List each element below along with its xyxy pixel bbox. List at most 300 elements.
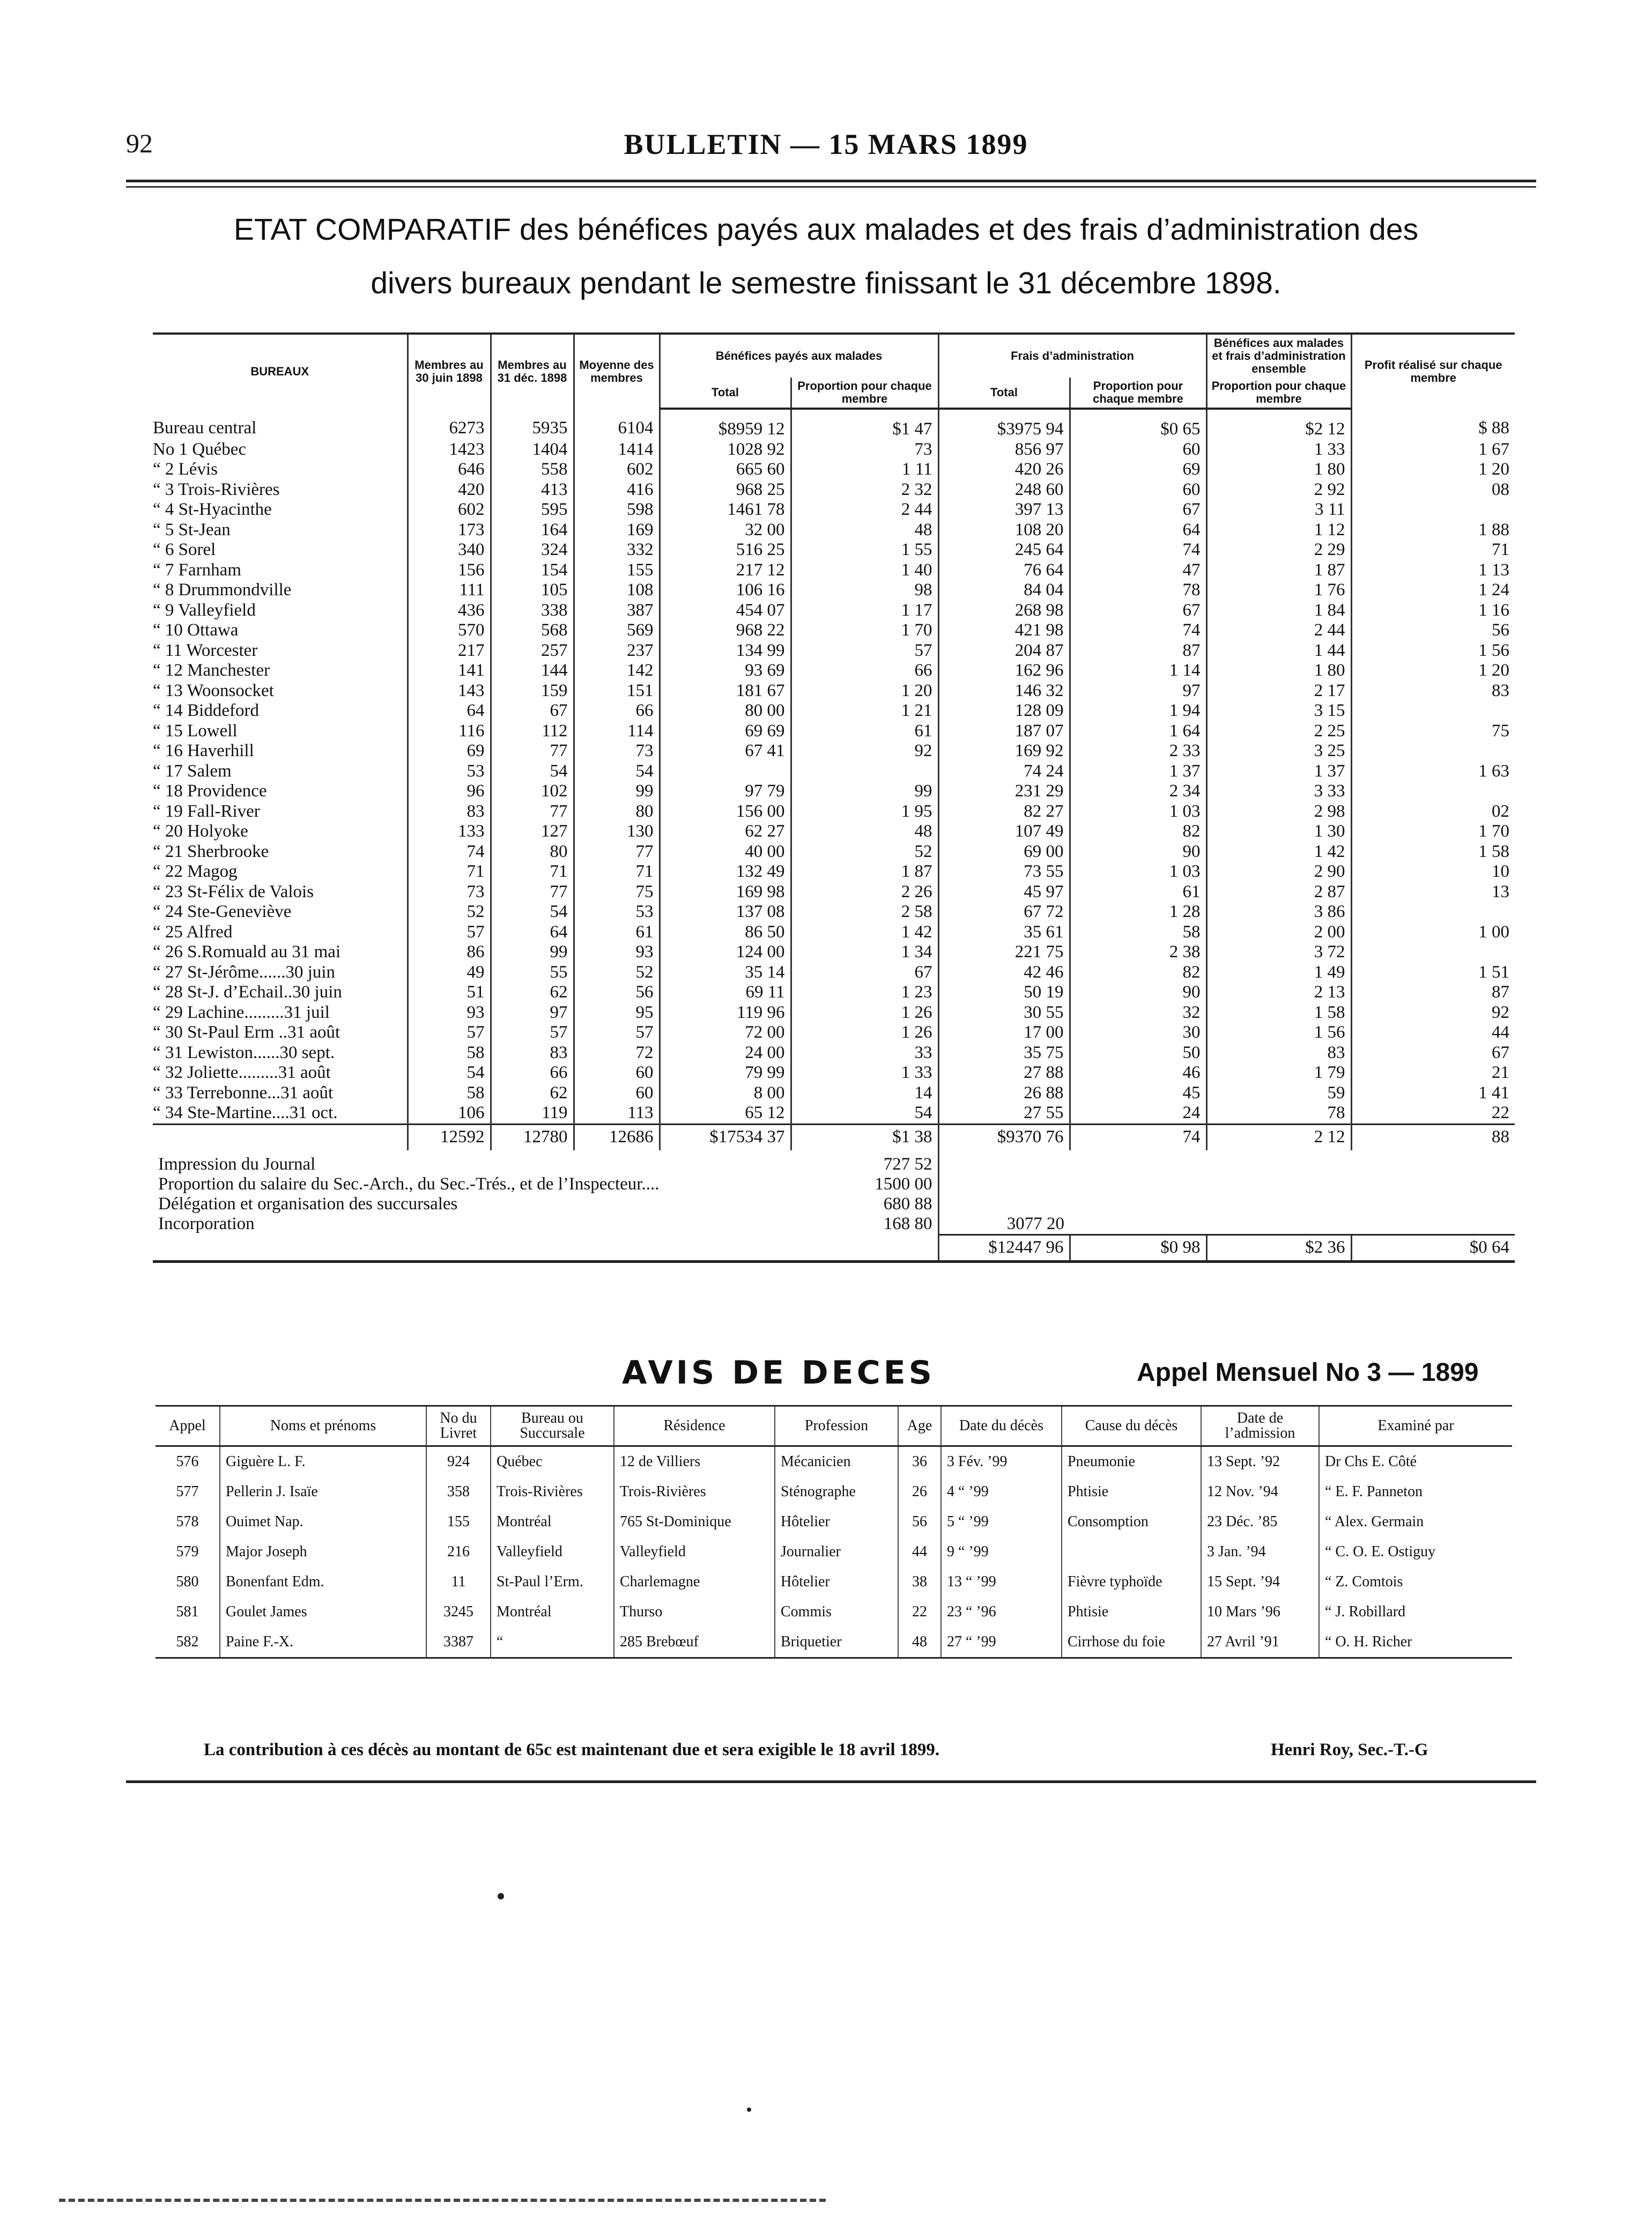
cell-pr: 75 xyxy=(1351,721,1515,742)
deces-bureau: St-Paul l’Erm. xyxy=(491,1567,614,1597)
total-membres-dec: 12780 xyxy=(491,1124,574,1150)
cell-m: 598 xyxy=(574,500,660,520)
cell-pr xyxy=(1351,701,1515,721)
cell-d: 83 xyxy=(491,1043,574,1063)
cell-d: 159 xyxy=(491,681,574,701)
cell-m: 56 xyxy=(574,982,660,1003)
cell-ep: 2 13 xyxy=(1206,982,1351,1003)
cell-ft: 231 29 xyxy=(938,781,1070,802)
deces-bureau: Montréal xyxy=(491,1597,614,1627)
stray-dot xyxy=(747,2108,751,2112)
cell-j: 133 xyxy=(408,822,491,842)
total-membres-juin: 12592 xyxy=(408,1124,491,1150)
totals-spacer xyxy=(153,1124,408,1150)
avis-deces-table xyxy=(155,1405,1512,1659)
cell-bp: 57 xyxy=(791,641,938,661)
bureau-name: “ 10 Ottawa xyxy=(153,620,239,640)
cell-fp: 1 64 xyxy=(1070,721,1206,742)
cell-bt: 134 99 xyxy=(660,641,791,661)
bureau-row xyxy=(153,641,1515,661)
cell-d: 102 xyxy=(491,781,574,802)
bureau-row xyxy=(153,721,1515,742)
cell-m: 71 xyxy=(574,862,660,882)
deces-admission: 13 Sept. ’92 xyxy=(1201,1446,1319,1477)
cell-ft: 221 75 xyxy=(938,942,1070,963)
cell-bt: 32 00 xyxy=(660,520,791,541)
deces-age: 44 xyxy=(898,1537,941,1567)
bureau-row xyxy=(153,540,1515,560)
cell-d: 413 xyxy=(491,480,574,500)
deces-livret: 155 xyxy=(426,1507,491,1537)
cell-pr xyxy=(1351,781,1515,802)
deces-profession: Sténographe xyxy=(775,1477,898,1507)
th-benefices-prop: Proportion pour chaque membre xyxy=(791,378,938,409)
bureau-row xyxy=(153,1003,1515,1023)
cell-d: 257 xyxy=(491,641,574,661)
cell-j: 53 xyxy=(408,761,491,782)
cell-fp: 74 xyxy=(1070,540,1206,560)
cell-ft: 17 00 xyxy=(938,1023,1070,1043)
header-rule-2 xyxy=(126,186,1536,188)
cell-ep: 1 56 xyxy=(1206,1023,1351,1043)
total-frais: $9370 76 xyxy=(938,1124,1070,1150)
cell-d: 568 xyxy=(491,620,574,641)
deces-age: 22 xyxy=(898,1597,941,1627)
cell-d: 144 xyxy=(491,661,574,681)
cell-bp: 1 95 xyxy=(791,802,938,822)
cell-m: 602 xyxy=(574,460,660,480)
etat-totals xyxy=(153,1124,1515,1261)
deces-row xyxy=(155,1567,1512,1597)
appel-mensuel-title: Appel Mensuel No 3 — 1899 xyxy=(1137,1358,1479,1387)
deces-examine: “ E. F. Panneton xyxy=(1319,1477,1512,1507)
cell-j: 58 xyxy=(408,1083,491,1104)
cell-ft: 108 20 xyxy=(938,520,1070,541)
cell-j: 49 xyxy=(408,963,491,983)
total-benefices: $17534 37 xyxy=(660,1124,791,1150)
cell-pr: 02 xyxy=(1351,802,1515,822)
deces-residence: Valleyfield xyxy=(614,1537,775,1567)
cell-j: 340 xyxy=(408,540,491,560)
cell-pr: 1 13 xyxy=(1351,560,1515,581)
cell-bp: 2 32 xyxy=(791,480,938,500)
cell-j: 54 xyxy=(408,1063,491,1083)
cell-ep: 3 25 xyxy=(1206,741,1351,761)
th-appel: Appel xyxy=(155,1406,220,1446)
deces-cause xyxy=(1062,1537,1201,1567)
cell-m: 1414 xyxy=(574,440,660,460)
bureau-row xyxy=(153,862,1515,882)
deces-residence: 12 de Villiers xyxy=(614,1446,775,1477)
bureau-row xyxy=(153,460,1515,480)
extras-total: 3077 20 xyxy=(938,1214,1070,1235)
cell-m: 108 xyxy=(574,580,660,601)
bureau-name: “ 29 Lachine.........31 juil xyxy=(153,1002,330,1022)
cell-j: 111 xyxy=(408,580,491,601)
cell-ep: 1 79 xyxy=(1206,1063,1351,1083)
th-frais-group: Frais d’administration xyxy=(938,334,1206,378)
deces-residence: Trois-Rivières xyxy=(614,1477,775,1507)
deces-deces: 4 “ ’99 xyxy=(941,1477,1062,1507)
cell-pr: $ 88 xyxy=(1351,409,1515,440)
cell-j: 93 xyxy=(408,1003,491,1023)
cell-ft: 30 55 xyxy=(938,1003,1070,1023)
bureau-row xyxy=(153,1103,1515,1124)
cell-pr: 71 xyxy=(1351,540,1515,560)
deces-age: 26 xyxy=(898,1477,941,1507)
extra-cell xyxy=(1206,1194,1351,1214)
bureau-row xyxy=(153,842,1515,862)
deces-profession: Briquetier xyxy=(775,1627,898,1658)
cell-bt: 1028 92 xyxy=(660,440,791,460)
cell-m: 237 xyxy=(574,641,660,661)
bottom-edge-rule xyxy=(59,2199,826,2202)
cell-j: 64 xyxy=(408,701,491,721)
cell-pr: 56 xyxy=(1351,620,1515,641)
extra-row xyxy=(153,1174,1515,1194)
deces-age: 36 xyxy=(898,1446,941,1477)
cell-fp: 24 xyxy=(1070,1103,1206,1124)
cell-fp: 60 xyxy=(1070,480,1206,500)
deces-examine: “ J. Robillard xyxy=(1319,1597,1512,1627)
cell-j: 58 xyxy=(408,1043,491,1063)
bureau-row xyxy=(153,1063,1515,1083)
extra-cell xyxy=(1206,1150,1351,1174)
cell-ep: 2 29 xyxy=(1206,540,1351,560)
bureau-name: “ 31 Lewiston......30 sept. xyxy=(153,1042,335,1062)
deces-cause: Cirrhose du foie xyxy=(1062,1627,1201,1658)
extra-cell xyxy=(938,1194,1070,1214)
header-rule xyxy=(126,180,1536,182)
deces-cause: Fièvre typhoïde xyxy=(1062,1567,1201,1597)
deces-cause: Pneumonie xyxy=(1062,1446,1201,1477)
bureau-row xyxy=(153,963,1515,983)
bureau-name: “ 14 Biddeford xyxy=(153,701,259,720)
cell-d: 595 xyxy=(491,500,574,520)
bureau-row xyxy=(153,661,1515,681)
cell-bp: 1 34 xyxy=(791,942,938,963)
cell-pr: 1 24 xyxy=(1351,580,1515,601)
cell-m: 113 xyxy=(574,1103,660,1124)
deces-row xyxy=(155,1597,1512,1627)
cell-bp: 73 xyxy=(791,440,938,460)
bureau-name: “ 28 St-J. d’Echail..30 juin xyxy=(153,982,342,1002)
extra-label: Délégation et organisation des succursales xyxy=(158,1194,458,1214)
cell-ep: 2 87 xyxy=(1206,882,1351,903)
deces-deces: 5 “ ’99 xyxy=(941,1507,1062,1537)
cell-ep: 3 72 xyxy=(1206,942,1351,963)
cell-bp: 1 26 xyxy=(791,1023,938,1043)
th-cause: Cause du décès xyxy=(1062,1406,1201,1446)
th-livret: No du Livret xyxy=(426,1406,491,1446)
cell-pr: 1 58 xyxy=(1351,842,1515,862)
cell-fp: 46 xyxy=(1070,1063,1206,1083)
bureau-row xyxy=(153,620,1515,641)
cell-d: 62 xyxy=(491,1083,574,1104)
cell-m: 332 xyxy=(574,540,660,560)
th-frais-prop: Proportion pour chaque membre xyxy=(1070,378,1206,409)
th-residence: Résidence xyxy=(614,1406,775,1446)
cell-pr: 87 xyxy=(1351,982,1515,1003)
cell-m: 73 xyxy=(574,741,660,761)
etat-rows xyxy=(153,409,1515,1124)
cell-bt: 40 00 xyxy=(660,842,791,862)
cell-fp: 64 xyxy=(1070,520,1206,541)
cell-fp: 1 37 xyxy=(1070,761,1206,782)
bureau-name: Bureau central xyxy=(153,418,257,438)
cell-j: 73 xyxy=(408,882,491,903)
deces-bureau: Valleyfield xyxy=(491,1537,614,1567)
deces-deces: 23 “ ’96 xyxy=(941,1597,1062,1627)
total-frais-prop: 74 xyxy=(1070,1124,1206,1150)
cell-ep: 1 80 xyxy=(1206,661,1351,681)
bureau-name: “ 8 Drummondville xyxy=(153,580,292,600)
deces-profession: Hôtelier xyxy=(775,1567,898,1597)
cell-d: 54 xyxy=(491,761,574,782)
cell-m: 142 xyxy=(574,661,660,681)
cell-d: 1404 xyxy=(491,440,574,460)
bureau-name: “ 32 Joliette.........31 août xyxy=(153,1063,331,1082)
deces-residence: Thurso xyxy=(614,1597,775,1627)
extra-cell xyxy=(1206,1174,1351,1194)
bureau-name: “ 21 Sherbrooke xyxy=(153,841,269,861)
th-date-deces: Date du décès xyxy=(941,1406,1062,1446)
cell-bp: 2 26 xyxy=(791,882,938,903)
cell-bp: 1 40 xyxy=(791,560,938,581)
deces-row xyxy=(155,1537,1512,1567)
extra-cell xyxy=(1351,1194,1515,1214)
cell-fp: 1 94 xyxy=(1070,701,1206,721)
extra-cell xyxy=(1070,1194,1206,1214)
bureau-name: “ 15 Lowell xyxy=(153,721,238,741)
cell-m: 387 xyxy=(574,601,660,621)
extra-cell xyxy=(1351,1150,1515,1174)
cell-m: 72 xyxy=(574,1043,660,1063)
cell-d: 57 xyxy=(491,1023,574,1043)
cell-ft: 35 61 xyxy=(938,922,1070,943)
deces-deces: 3 Fév. ’99 xyxy=(941,1446,1062,1477)
bureau-row xyxy=(153,902,1515,922)
cell-d: 77 xyxy=(491,802,574,822)
cell-bp: 1 17 xyxy=(791,601,938,621)
cell-d: 558 xyxy=(491,460,574,480)
deces-nom: Bonenfant Edm. xyxy=(220,1567,426,1597)
cell-j: 106 xyxy=(408,1103,491,1124)
deces-admission: 23 Déc. ’85 xyxy=(1201,1507,1319,1537)
cell-fp: 45 xyxy=(1070,1083,1206,1104)
cell-bp: 98 xyxy=(791,580,938,601)
deces-examine: “ O. H. Richer xyxy=(1319,1627,1512,1658)
cell-m: 6104 xyxy=(574,409,660,440)
cell-m: 61 xyxy=(574,922,660,943)
cell-bt: 35 14 xyxy=(660,963,791,983)
bureau-name: “ 7 Farnham xyxy=(153,560,241,580)
cell-ft: 245 64 xyxy=(938,540,1070,560)
cell-bt: 8 00 xyxy=(660,1083,791,1104)
bureau-name: “ 22 Magog xyxy=(153,862,238,881)
page-number: 92 xyxy=(126,128,153,158)
cell-ft: 107 49 xyxy=(938,822,1070,842)
bureau-name: “ 6 Sorel xyxy=(153,540,216,559)
extra-cell xyxy=(1351,1174,1515,1194)
cell-bt: 86 50 xyxy=(660,922,791,943)
bureau-name: “ 13 Woonsocket xyxy=(153,681,274,700)
deces-bureau: Trois-Rivières xyxy=(491,1477,614,1507)
cell-pr xyxy=(1351,500,1515,520)
th-moyenne: Moyenne des membres xyxy=(574,334,660,409)
cell-d: 119 xyxy=(491,1103,574,1124)
total-ensemble-prop: 2 12 xyxy=(1206,1124,1351,1150)
cell-ft: 45 97 xyxy=(938,882,1070,903)
extra-label: Proportion du salaire du Sec.-Arch., du Sec.-Trés., et de l’Inspecteur.... xyxy=(158,1174,660,1194)
extra-amount: 727 52 xyxy=(883,1155,932,1174)
cell-bp: 2 44 xyxy=(791,500,938,520)
cell-ep: 3 86 xyxy=(1206,902,1351,922)
bureau-row xyxy=(153,580,1515,601)
deces-nom: Major Joseph xyxy=(220,1537,426,1567)
cell-ft: 74 24 xyxy=(938,761,1070,782)
cell-fp: 74 xyxy=(1070,620,1206,641)
cell-j: 602 xyxy=(408,500,491,520)
deces-profession: Journalier xyxy=(775,1537,898,1567)
bureau-row xyxy=(153,741,1515,761)
extra-row xyxy=(153,1150,1515,1174)
deces-nom: Pellerin J. Isaïe xyxy=(220,1477,426,1507)
deces-cause: Consomption xyxy=(1062,1507,1201,1537)
cell-bt: 124 00 xyxy=(660,942,791,963)
extra-amount: 680 88 xyxy=(883,1194,932,1214)
cell-j: 646 xyxy=(408,460,491,480)
cell-ep: 1 49 xyxy=(1206,963,1351,983)
cell-m: 155 xyxy=(574,560,660,581)
deces-deces: 27 “ ’99 xyxy=(941,1627,1062,1658)
deces-appel: 579 xyxy=(176,1543,199,1560)
cell-pr: 1 20 xyxy=(1351,661,1515,681)
cell-m: 99 xyxy=(574,781,660,802)
cell-fp: 60 xyxy=(1070,440,1206,460)
deces-residence: Charlemagne xyxy=(614,1567,775,1597)
th-profit: Profit réalisé sur chaque membre xyxy=(1351,334,1515,409)
cell-bt: 106 16 xyxy=(660,580,791,601)
bureau-row xyxy=(153,982,1515,1003)
grand-spacer xyxy=(153,1235,938,1262)
bureau-name: “ 16 Haverhill xyxy=(153,741,254,760)
cell-fp: 82 xyxy=(1070,822,1206,842)
cell-fp: 1 03 xyxy=(1070,802,1206,822)
cell-d: 80 xyxy=(491,842,574,862)
cell-j: 436 xyxy=(408,601,491,621)
cell-bt: 93 69 xyxy=(660,661,791,681)
cell-ft: 162 96 xyxy=(938,661,1070,681)
deces-profession: Commis xyxy=(775,1597,898,1627)
deces-livret: 11 xyxy=(426,1567,491,1597)
bureau-name: “ 9 Valleyfield xyxy=(153,600,256,620)
cell-d: 99 xyxy=(491,942,574,963)
cell-bt: 516 25 xyxy=(660,540,791,560)
cell-m: 130 xyxy=(574,822,660,842)
th-frais-total: Total xyxy=(938,378,1070,409)
extra-cell xyxy=(938,1150,1070,1174)
cell-m: 54 xyxy=(574,761,660,782)
th-membres-juin: Membres au 30 juin 1898 xyxy=(408,334,491,409)
cell-ft: 169 92 xyxy=(938,741,1070,761)
deces-examine: Dr Chs E. Côté xyxy=(1319,1446,1512,1477)
th-noms: Noms et prénoms xyxy=(220,1406,426,1446)
grand-profit: $0 64 xyxy=(1351,1235,1515,1262)
bureau-row xyxy=(153,942,1515,963)
cell-ep: 1 33 xyxy=(1206,440,1351,460)
bureau-row xyxy=(153,500,1515,520)
cell-bt: 62 27 xyxy=(660,822,791,842)
total-profit: 88 xyxy=(1351,1124,1515,1150)
bureau-name: “ 23 St-Félix de Valois xyxy=(153,882,314,901)
cell-d: 54 xyxy=(491,902,574,922)
deces-nom: Ouimet Nap. xyxy=(220,1507,426,1537)
bureau-row xyxy=(153,922,1515,943)
cell-bt: 181 67 xyxy=(660,681,791,701)
th-examine: Examiné par xyxy=(1319,1406,1512,1446)
cell-pr: 83 xyxy=(1351,681,1515,701)
cell-ft: 268 98 xyxy=(938,601,1070,621)
cell-fp: 1 28 xyxy=(1070,902,1206,922)
cell-bp: 1 42 xyxy=(791,922,938,943)
cell-bt: 156 00 xyxy=(660,802,791,822)
bureau-row xyxy=(153,520,1515,541)
cell-bp xyxy=(791,761,938,782)
th-ensemble-group: Bénéfices aux malades et frais d’administration ensemble xyxy=(1206,334,1351,378)
etat-title-line2: divers bureaux pendant le semestre finissant le 31 décembre 1898. xyxy=(371,266,1281,300)
cell-ep: 2 17 xyxy=(1206,681,1351,701)
bureau-name: “ 18 Providence xyxy=(153,781,267,801)
cell-pr xyxy=(1351,902,1515,922)
cell-bt: 137 08 xyxy=(660,902,791,922)
cell-bt: 72 00 xyxy=(660,1023,791,1043)
cell-d: 324 xyxy=(491,540,574,560)
cell-ep: 2 90 xyxy=(1206,862,1351,882)
th-benefices-group: Bénéfices payés aux malades xyxy=(660,334,938,378)
extra-row xyxy=(153,1214,1515,1235)
cell-d: 62 xyxy=(491,982,574,1003)
bureau-row xyxy=(153,480,1515,500)
deces-profession: Mécanicien xyxy=(775,1446,898,1477)
cell-ep: 1 80 xyxy=(1206,460,1351,480)
cell-ep: 3 11 xyxy=(1206,500,1351,520)
deces-cause: Phtisie xyxy=(1062,1597,1201,1627)
cell-fp: 1 14 xyxy=(1070,661,1206,681)
cell-bp: 1 20 xyxy=(791,681,938,701)
deces-examine: “ C. O. E. Ostiguy xyxy=(1319,1537,1512,1567)
total-moyenne: 12686 xyxy=(574,1124,660,1150)
deces-profession: Hôtelier xyxy=(775,1507,898,1537)
bureau-name: “ 12 Manchester xyxy=(153,661,270,680)
cell-j: 143 xyxy=(408,681,491,701)
grand-frais-prop: $0 98 xyxy=(1070,1235,1206,1262)
cell-fp: 2 38 xyxy=(1070,942,1206,963)
cell-m: 66 xyxy=(574,701,660,721)
bureau-name: “ 19 Fall-River xyxy=(153,801,260,821)
cell-bt: 968 22 xyxy=(660,620,791,641)
cell-j: 217 xyxy=(408,641,491,661)
deces-age: 56 xyxy=(898,1507,941,1537)
cell-ft: 84 04 xyxy=(938,580,1070,601)
extra-cell xyxy=(1070,1214,1206,1235)
cell-d: 67 xyxy=(491,701,574,721)
cell-m: 75 xyxy=(574,882,660,903)
cell-ft: 69 00 xyxy=(938,842,1070,862)
deces-appel: 581 xyxy=(176,1603,199,1620)
cell-m: 52 xyxy=(574,963,660,983)
cell-m: 77 xyxy=(574,842,660,862)
